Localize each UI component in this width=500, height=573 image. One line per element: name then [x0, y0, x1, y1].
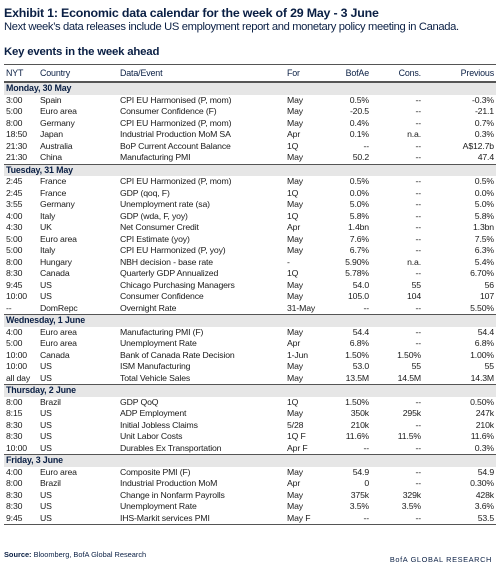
header-country: Country [40, 68, 71, 78]
cell-period: May [287, 233, 303, 244]
table-header-row [4, 65, 496, 82]
cell-period: 1Q [287, 210, 299, 221]
cell-event: CPI EU Harmonized (P, yoy) [120, 245, 226, 255]
cell-event: Total Vehicle Sales [120, 372, 191, 383]
cell-country: Euro area [40, 466, 77, 477]
cell-country: Germany [40, 117, 75, 128]
cell-period: May [287, 94, 303, 105]
cell-previous: 55 [484, 361, 494, 371]
cell-bofae: 5.90% [345, 256, 369, 267]
cell-time: 9:45 [6, 279, 23, 290]
cell-period: May [287, 106, 303, 116]
cell-consensus: -- [415, 106, 421, 116]
cell-period: 1Q F [287, 431, 306, 441]
cell-consensus: -- [415, 199, 421, 209]
cell-bofae: 3.5% [349, 501, 369, 511]
cell-previous: 5.4% [474, 256, 494, 267]
cell-consensus: n.a. [407, 129, 421, 139]
cell-time: 5:00 [6, 338, 23, 348]
cell-event: CPI Estimate (yoy) [120, 233, 190, 244]
cell-event: NBH decision - base rate [120, 256, 213, 267]
day-header [4, 384, 496, 397]
cell-consensus: -- [415, 140, 421, 151]
cell-bofae: 54.9 [352, 466, 369, 477]
cell-country: Italy [40, 245, 56, 255]
source-note [4, 550, 146, 559]
day-label: Wednesday, 1 June [6, 315, 85, 325]
cell-country: DomRepc [40, 302, 78, 313]
table-bottom-rule [4, 524, 496, 525]
cell-previous: 0.3% [474, 129, 494, 139]
table-row [4, 199, 496, 211]
cell-time: 8:00 [6, 117, 23, 128]
cell-period: May [287, 245, 303, 255]
cell-bofae: 54.0 [352, 279, 369, 290]
cell-time: 3:55 [6, 199, 23, 209]
cell-consensus: -- [415, 176, 421, 186]
cell-bofae: 7.6% [349, 233, 369, 244]
cell-event: GDP (wda, F, yoy) [120, 210, 188, 221]
table-row [4, 513, 496, 525]
cell-country: US [40, 512, 52, 523]
table-row [4, 467, 496, 479]
day-header [4, 82, 496, 95]
table-row [4, 234, 496, 246]
cell-time: 4:00 [6, 466, 23, 477]
cell-period: - [287, 256, 290, 267]
cell-event: Consumer Confidence [120, 291, 204, 301]
cell-consensus: -- [415, 117, 421, 128]
cell-previous: 47.4 [477, 152, 494, 162]
cell-country: France [40, 187, 67, 198]
cell-previous: 6.3% [474, 245, 494, 255]
cell-country: Hungary [40, 256, 72, 267]
cell-bofae: 0.5% [349, 94, 369, 105]
cell-bofae: 0.1% [349, 129, 369, 139]
cell-previous: 1.3bn [473, 222, 494, 232]
cell-event: ISM Manufacturing [120, 361, 191, 371]
cell-event: Net Consumer Credit [120, 222, 199, 232]
cell-previous: 210k [475, 419, 494, 430]
cell-time: 2:45 [6, 187, 23, 198]
header-bofae: BofAe [345, 68, 369, 78]
cell-event: Chicago Purchasing Managers [120, 279, 235, 290]
cell-time: all day [6, 372, 31, 383]
cell-bofae: 0.5% [349, 176, 369, 186]
day-label: Tuesday, 31 May [6, 164, 73, 175]
table-row [4, 373, 496, 385]
cell-consensus: -- [415, 233, 421, 244]
table-row [4, 338, 496, 350]
cell-previous: 54.9 [477, 466, 494, 477]
cell-event: Bank of Canada Rate Decision [120, 349, 235, 360]
cell-event: Manufacturing PMI (F) [120, 326, 204, 337]
header-nyt: NYT [6, 68, 24, 78]
cell-period: May [287, 361, 303, 371]
cell-period: May [287, 199, 303, 209]
cell-consensus: -- [415, 268, 421, 278]
table-row [4, 397, 496, 409]
cell-event: Industrial Production MoM SA [120, 129, 231, 139]
cell-previous: 6.8% [474, 338, 494, 348]
cell-time: 3:00 [6, 94, 23, 105]
table-row [4, 408, 496, 420]
cell-event: Unemployment rate (sa) [120, 199, 210, 209]
cell-time: 8:30 [6, 419, 23, 430]
cell-bofae: 350k [350, 408, 369, 418]
cell-time: 5:00 [6, 106, 23, 116]
cell-country: US [40, 489, 52, 500]
table-row [4, 268, 496, 280]
cell-time: 8:15 [6, 408, 23, 418]
cell-event: Durables Ex Transportation [120, 442, 222, 453]
calendar-table [4, 64, 496, 525]
cell-previous: 247k [475, 408, 494, 418]
cell-time: 8:30 [6, 501, 23, 511]
cell-country: US [40, 279, 52, 290]
cell-period: Apr [287, 222, 301, 232]
table-row [4, 222, 496, 234]
source-label: Source: [4, 550, 32, 559]
cell-previous: 6.70% [470, 268, 494, 278]
cell-event: Quarterly GDP Annualized [120, 268, 219, 278]
cell-time: 4:30 [6, 222, 23, 232]
cell-event: Overnight Rate [120, 302, 177, 313]
cell-consensus: -- [415, 326, 421, 337]
header-cons: Cons. [398, 68, 421, 78]
cell-event: CPI EU Harmonized (P, mom) [120, 117, 232, 128]
cell-time: 8:30 [6, 431, 23, 441]
table-row [4, 257, 496, 269]
cell-period: Apr [287, 129, 301, 139]
cell-bofae: 5.78% [345, 268, 369, 278]
cell-consensus: n.a. [407, 256, 421, 267]
cell-time: 21:30 [6, 152, 27, 162]
cell-period: 31-May [287, 302, 316, 313]
cell-consensus: -- [415, 210, 421, 221]
cell-time: -- [6, 302, 12, 313]
cell-previous: 0.0% [474, 187, 494, 198]
cell-period: May [287, 291, 303, 301]
cell-bofae: 13.5M [345, 372, 369, 383]
cell-previous: 56 [484, 279, 494, 290]
cell-previous: 7.5% [474, 233, 494, 244]
table-row [4, 431, 496, 443]
cell-period: May [287, 176, 303, 186]
cell-country: Euro area [40, 338, 77, 348]
cell-consensus: -- [415, 302, 421, 313]
cell-country: US [40, 372, 52, 383]
cell-country: US [40, 408, 52, 418]
cell-time: 18:50 [6, 129, 27, 139]
cell-period: Apr F [287, 442, 308, 453]
cell-previous: 5.0% [474, 199, 494, 209]
cell-previous: -0.3% [472, 94, 494, 105]
table-row [4, 176, 496, 188]
cell-bofae: 50.2 [352, 152, 369, 162]
cell-previous: A$12.7b [462, 140, 494, 151]
table-row [4, 129, 496, 141]
cell-consensus: -- [415, 187, 421, 198]
table-row [4, 291, 496, 303]
cell-event: GDP (qoq, F) [120, 187, 170, 198]
cell-event: Industrial Production MoM [120, 478, 218, 488]
header-data-event: Data/Event [120, 68, 163, 78]
cell-consensus: 14.5M [397, 372, 421, 383]
table-row [4, 106, 496, 118]
table-row [4, 361, 496, 373]
cell-bofae: 0 [364, 478, 369, 488]
cell-event: Consumer Confidence (F) [120, 106, 217, 116]
cell-previous: 14.3M [470, 372, 494, 383]
cell-consensus: 1.50% [397, 349, 421, 360]
table-row [4, 490, 496, 502]
header-previous: Previous [460, 68, 494, 78]
cell-previous: 53.5 [477, 512, 494, 523]
cell-time: 5:00 [6, 233, 23, 244]
table-row [4, 280, 496, 292]
header-for: For [287, 68, 300, 78]
cell-consensus: -- [415, 466, 421, 477]
table-row [4, 327, 496, 339]
cell-previous: 0.30% [470, 478, 494, 488]
table-body [4, 82, 496, 524]
cell-period: 1Q [287, 396, 299, 407]
cell-period: 1Q [287, 140, 299, 151]
cell-time: 8:00 [6, 478, 23, 488]
cell-country: Canada [40, 268, 70, 278]
table-row [4, 152, 496, 164]
cell-country: US [40, 442, 52, 453]
cell-time: 10:00 [6, 361, 27, 371]
cell-period: May [287, 466, 303, 477]
cell-consensus: 55 [411, 279, 421, 290]
cell-period: Apr [287, 338, 301, 348]
cell-previous: 11.6% [470, 431, 494, 441]
cell-period: May [287, 279, 303, 290]
cell-country: Canada [40, 349, 70, 360]
table-row [4, 95, 496, 107]
table-row [4, 420, 496, 432]
cell-country: Japan [40, 129, 63, 139]
cell-event: Composite PMI (F) [120, 466, 191, 477]
cell-consensus: -- [415, 512, 421, 523]
cell-bofae: 11.6% [345, 431, 369, 441]
source-text: Bloomberg, BofA Global Research [31, 550, 147, 559]
cell-period: May [287, 152, 303, 162]
cell-country: Spain [40, 94, 62, 105]
table-row [4, 118, 496, 130]
cell-country: US [40, 291, 52, 301]
brand-label: BofA GLOBAL RESEARCH [389, 555, 492, 564]
day-label: Friday, 3 June [6, 455, 63, 465]
day-label: Thursday, 2 June [6, 385, 76, 395]
cell-time: 8:30 [6, 489, 23, 500]
cell-consensus: 3.5% [401, 501, 421, 511]
cell-previous: 0.5% [474, 176, 494, 186]
table-row [4, 478, 496, 490]
cell-bofae: -- [363, 512, 369, 523]
cell-event: BoP Current Account Balance [120, 140, 231, 151]
cell-bofae: 210k [350, 419, 369, 430]
cell-consensus: -- [415, 152, 421, 162]
exhibit-subtitle: Next week’s data releases include US employment report and monetary policy meeting in Canada. [4, 21, 459, 33]
cell-consensus: -- [415, 396, 421, 407]
cell-time: 10:00 [6, 349, 27, 360]
cell-period: May [287, 372, 303, 383]
cell-bofae: 54.4 [352, 326, 369, 337]
cell-time: 9:45 [6, 512, 23, 523]
table-row [4, 141, 496, 153]
cell-period: 1-Jun [287, 349, 308, 360]
cell-time: 21:30 [6, 140, 27, 151]
cell-bofae: 1.4bn [348, 222, 369, 232]
cell-period: May F [287, 512, 311, 523]
cell-country: France [40, 176, 67, 186]
cell-period: 1Q [287, 268, 299, 278]
cell-period: May [287, 501, 303, 511]
cell-previous: 1.00% [470, 349, 494, 360]
exhibit-title: Exhibit 1: Economic data calendar for the week of 29 May - 3 June [4, 6, 379, 20]
table-row [4, 443, 496, 455]
day-label: Monday, 30 May [6, 83, 72, 93]
cell-consensus: -- [415, 419, 421, 430]
cell-country: US [40, 431, 52, 441]
cell-event: Initial Jobless Claims [120, 419, 198, 430]
cell-country: Australia [40, 140, 73, 151]
cell-period: 1Q [287, 187, 299, 198]
cell-period: May [287, 326, 303, 337]
table-row [4, 188, 496, 200]
cell-bofae: 5.8% [349, 210, 369, 221]
cell-event: CPI EU Harmonized (P, mom) [120, 176, 232, 186]
cell-consensus: -- [415, 222, 421, 232]
cell-consensus: -- [415, 442, 421, 453]
cell-bofae: -- [363, 302, 369, 313]
cell-previous: -21.1 [474, 106, 494, 116]
cell-country: Italy [40, 210, 56, 221]
table-row [4, 501, 496, 513]
cell-bofae: -- [363, 442, 369, 453]
cell-country: China [40, 152, 62, 162]
cell-time: 10:00 [6, 442, 27, 453]
cell-country: Germany [40, 199, 75, 209]
cell-period: 5/28 [287, 419, 304, 430]
cell-time: 4:00 [6, 210, 23, 221]
cell-time: 4:00 [6, 326, 23, 337]
cell-previous: 0.3% [474, 442, 494, 453]
cell-period: May [287, 489, 303, 500]
cell-bofae: -20.5 [349, 106, 369, 116]
cell-event: CPI EU Harmonised (P, mom) [120, 94, 232, 105]
table-row [4, 211, 496, 223]
cell-bofae: 1.50% [345, 349, 369, 360]
table-title: Key events in the week ahead [4, 46, 160, 58]
cell-time: 2:45 [6, 176, 23, 186]
cell-previous: 5.8% [474, 210, 494, 221]
cell-bofae: -- [363, 140, 369, 151]
cell-previous: 107 [479, 291, 494, 301]
cell-event: IHS-Markit services PMI [120, 512, 210, 523]
cell-bofae: 0.4% [349, 117, 369, 128]
day-header [4, 314, 496, 327]
day-header [4, 454, 496, 467]
cell-bofae: 6.8% [349, 338, 369, 348]
cell-event: Unit Labor Costs [120, 431, 183, 441]
cell-time: 10:00 [6, 291, 27, 301]
cell-previous: 5.50% [470, 302, 494, 313]
cell-consensus: -- [415, 478, 421, 488]
cell-country: Brazil [40, 396, 61, 407]
table-row [4, 245, 496, 257]
cell-previous: 3.6% [474, 501, 494, 511]
cell-consensus: 55 [411, 361, 421, 371]
cell-bofae: 375k [350, 489, 369, 500]
cell-country: US [40, 419, 52, 430]
cell-time: 8:30 [6, 268, 23, 278]
cell-bofae: 0.0% [349, 187, 369, 198]
cell-time: 8:00 [6, 396, 23, 407]
cell-bofae: 53.0 [352, 361, 369, 371]
cell-bofae: 1.50% [345, 396, 369, 407]
cell-previous: 54.4 [477, 326, 494, 337]
day-header [4, 164, 496, 177]
cell-event: Unemployment Rate [120, 501, 197, 511]
cell-previous: 428k [475, 489, 494, 500]
cell-consensus: -- [415, 94, 421, 105]
cell-consensus: -- [415, 245, 421, 255]
cell-consensus: 295k [402, 408, 421, 418]
cell-bofae: 6.7% [349, 245, 369, 255]
cell-bofae: 5.0% [349, 199, 369, 209]
cell-country: Brazil [40, 478, 61, 488]
table-row [4, 350, 496, 362]
cell-previous: 0.50% [470, 396, 494, 407]
cell-time: 8:00 [6, 256, 23, 267]
cell-country: US [40, 361, 52, 371]
cell-previous: 0.7% [474, 117, 494, 128]
cell-bofae: 105.0 [348, 291, 369, 301]
cell-period: May [287, 408, 303, 418]
cell-event: ADP Employment [120, 408, 187, 418]
cell-event: Manufacturing PMI [120, 152, 191, 162]
cell-country: Euro area [40, 106, 77, 116]
table-row [4, 303, 496, 315]
cell-period: May [287, 117, 303, 128]
cell-country: Euro area [40, 326, 77, 337]
cell-period: Apr [287, 478, 301, 488]
cell-consensus: -- [415, 338, 421, 348]
cell-country: Euro area [40, 233, 77, 244]
cell-event: GDP QoQ [120, 396, 159, 407]
cell-consensus: 329k [402, 489, 421, 500]
cell-time: 5:00 [6, 245, 23, 255]
cell-country: UK [40, 222, 52, 232]
cell-country: US [40, 501, 52, 511]
cell-event: Unemployment Rate [120, 338, 197, 348]
cell-event: Change in Nonfarm Payrolls [120, 489, 225, 500]
cell-consensus: 11.5% [397, 431, 421, 441]
cell-consensus: 104 [406, 291, 421, 301]
